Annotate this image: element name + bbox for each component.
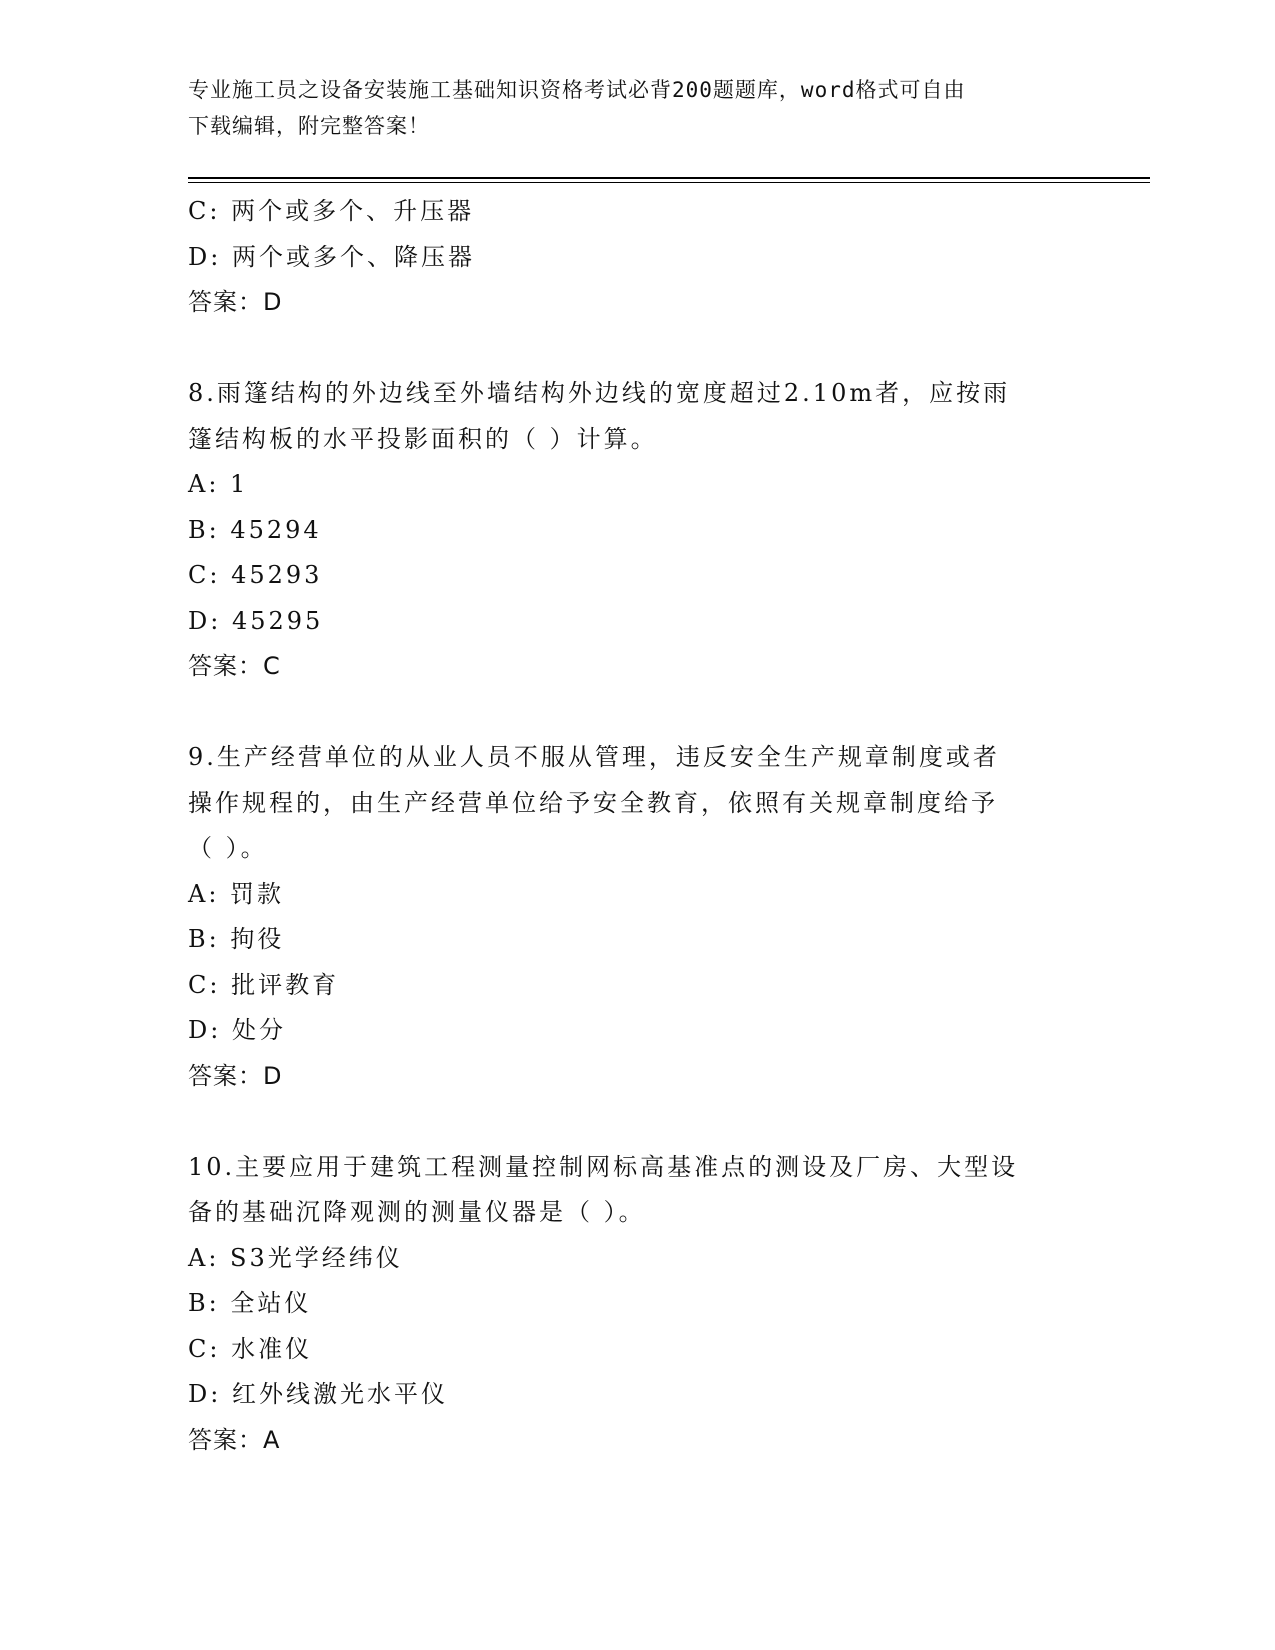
question-8 [188,371,1088,690]
option-d: D: 45295 [188,606,324,635]
question-stem-line: 9.生产经营单位的从业人员不服从管理，违反安全生产规章制度或者 [188,743,1000,771]
option-b: B: 全站仪 [188,1289,312,1317]
header-rule-thick [188,177,1150,179]
answer-line: 答案：D [188,1061,283,1090]
question-10 [188,1145,1088,1464]
question-9 [188,735,1088,1099]
header-rule-thin [188,182,1150,183]
option-c: C: 批评教育 [188,970,340,999]
question-stem-line: 备的基础沉降观测的测量仪器是（ ）。 [188,1198,646,1226]
option-d: D: 处分 [188,1016,286,1044]
document-header [188,72,1088,144]
question-stem-line: 操作规程的，由生产经营单位给予安全教育，依照有关规章制度给予 [188,788,998,817]
answer-line: 答案：D [188,288,283,316]
option-a: A: 1 [188,470,249,498]
header-line-2: 下载编辑，附完整答案！ [188,114,430,138]
option-c: C: 45293 [188,561,323,589]
question-stem-line: 篷结构板的水平投影面积的（ ）计算。 [188,424,658,453]
option-d: D: 两个或多个、降压器 [188,242,475,271]
option-a: A: S3光学经纬仪 [188,1243,403,1272]
option-b: B: 拘役 [188,925,285,953]
carry-over-question [188,189,1088,326]
question-list [188,189,1088,1463]
question-stem-line: （ ）。 [188,834,268,862]
option-c: C: 两个或多个、升压器 [188,197,475,225]
answer-line: 答案：A [188,1425,281,1454]
option-b: B: 45294 [188,515,322,544]
option-c: C: 水准仪 [188,1334,313,1363]
question-stem-line: 10.主要应用于建筑工程测量控制网标高基准点的测设及厂房、大型设 [188,1152,1019,1181]
option-d: D: 红外线激光水平仪 [188,1380,448,1408]
option-a: A: 罚款 [188,879,285,908]
answer-line: 答案：C [188,652,281,680]
header-line-1: 专业施工员之设备安装施工基础知识资格考试必背200题题库，word格式可自由 [188,78,966,102]
question-stem-line: 8.雨篷结构的外边线至外墙结构外边线的宽度超过2.10m者，应按雨 [188,379,1011,407]
